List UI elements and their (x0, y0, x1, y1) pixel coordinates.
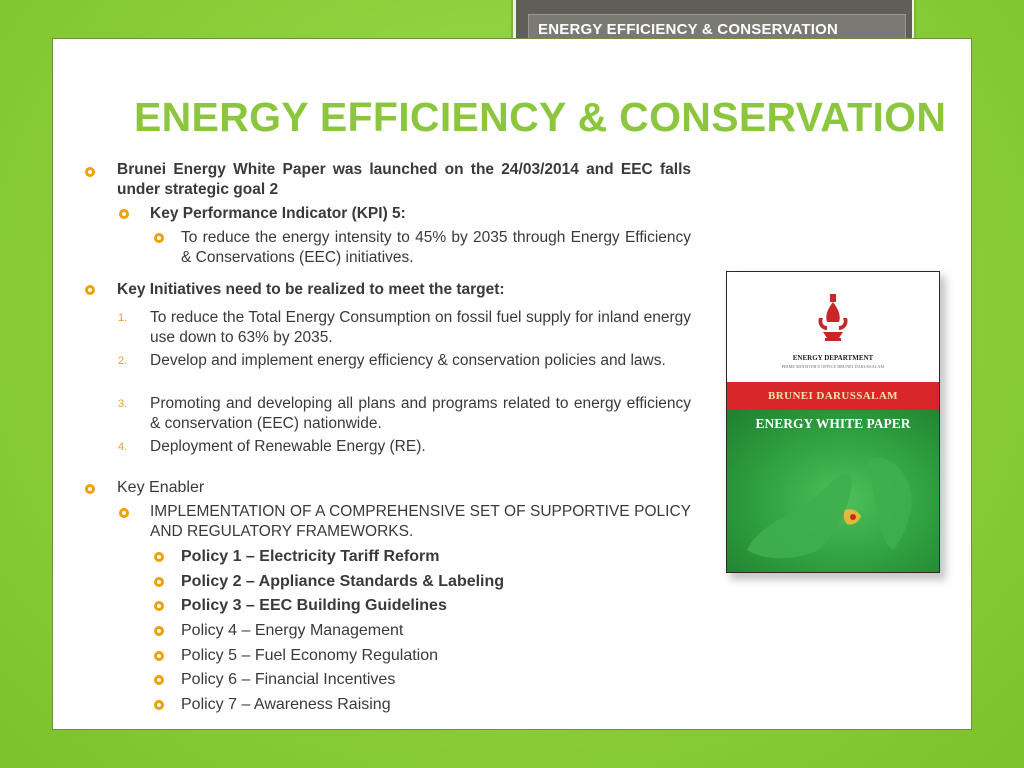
bullet-icon (118, 507, 130, 519)
bullet-icon (84, 284, 96, 296)
list-number: 2. (118, 355, 128, 367)
policy-item: Policy 1 – Electricity Tariff Reform (181, 548, 440, 565)
list-number: 4. (118, 441, 128, 453)
list-number: 3. (118, 398, 128, 410)
bullet-icon (153, 551, 165, 563)
initiative-item: To reduce the Total Energy Consumption on fossil fuel supply for inland energy use down to 63% by 2035. (150, 309, 691, 346)
policy-item: Policy 6 – Financial Incentives (181, 671, 396, 688)
policy-item: Policy 7 – Awareness Raising (181, 696, 391, 713)
slide-title: ENERGY EFFICIENCY & CONSERVATION (134, 94, 947, 140)
book-banner: BRUNEI DARUSSALAM (727, 382, 939, 410)
kpi-text: To reduce the energy intensity to 45% by 2035 through Energy Efficiency & Conservations (EEC) initiatives. (181, 229, 691, 266)
initiative-item: Deployment of Renewable Energy (RE). (150, 438, 426, 455)
bullet-icon (153, 600, 165, 612)
bullet-icon (153, 625, 165, 637)
book-green-panel (727, 410, 939, 572)
enabler-text: IMPLEMENTATION OF A COMPREHENSIVE SET OF SUPPORTIVE POLICY AND REGULATORY FRAMEWORKS. (150, 503, 691, 540)
book-department: ENERGY DEPARTMENT (792, 354, 874, 362)
bullet-icon (84, 166, 96, 178)
book-title: ENERGY WHITE PAPER (755, 416, 911, 431)
policy-item: Policy 3 – EEC Building Guidelines (181, 597, 447, 614)
list-number: 1. (118, 312, 128, 324)
book-department-sub: PRIME MINISTER'S OFFICE BRUNEI DARUSSALAM (781, 364, 885, 369)
brunei-map-icon (727, 410, 939, 572)
kpi-label: Key Performance Indicator (KPI) 5: (150, 205, 406, 222)
initiative-item: Develop and implement energy efficiency & conservation policies and laws. (150, 352, 666, 369)
header-tab-title: ENERGY EFFICIENCY & CONSERVATION (528, 14, 906, 46)
policy-item: Policy 5 – Fuel Economy Regulation (181, 647, 439, 664)
book-cover-top (727, 272, 939, 382)
book-cover-image (726, 271, 940, 573)
policy-item: Policy 2 – Appliance Standards & Labeling (181, 573, 505, 590)
bullet-icon (84, 483, 96, 495)
bullet-icon (153, 650, 165, 662)
bullet-icon (153, 576, 165, 588)
bullet-icon (118, 208, 130, 220)
initiative-item: Promoting and developing all plans and programs related to energy efficiency & conservation (EEC) nationwide. (150, 395, 691, 432)
intro-text: Brunei Energy White Paper was launched on the 24/03/2014 and EEC falls under strategic goal 2 (117, 161, 691, 198)
policy-item: Policy 4 – Energy Management (181, 622, 404, 639)
enabler-heading: Key Enabler (117, 479, 205, 496)
brunei-crest-icon (727, 272, 939, 352)
bullet-icon (153, 674, 165, 686)
bullet-icon (153, 699, 165, 711)
initiatives-heading: Key Initiatives need to be realized to meet the target: (117, 281, 505, 298)
bullet-icon (153, 232, 165, 244)
